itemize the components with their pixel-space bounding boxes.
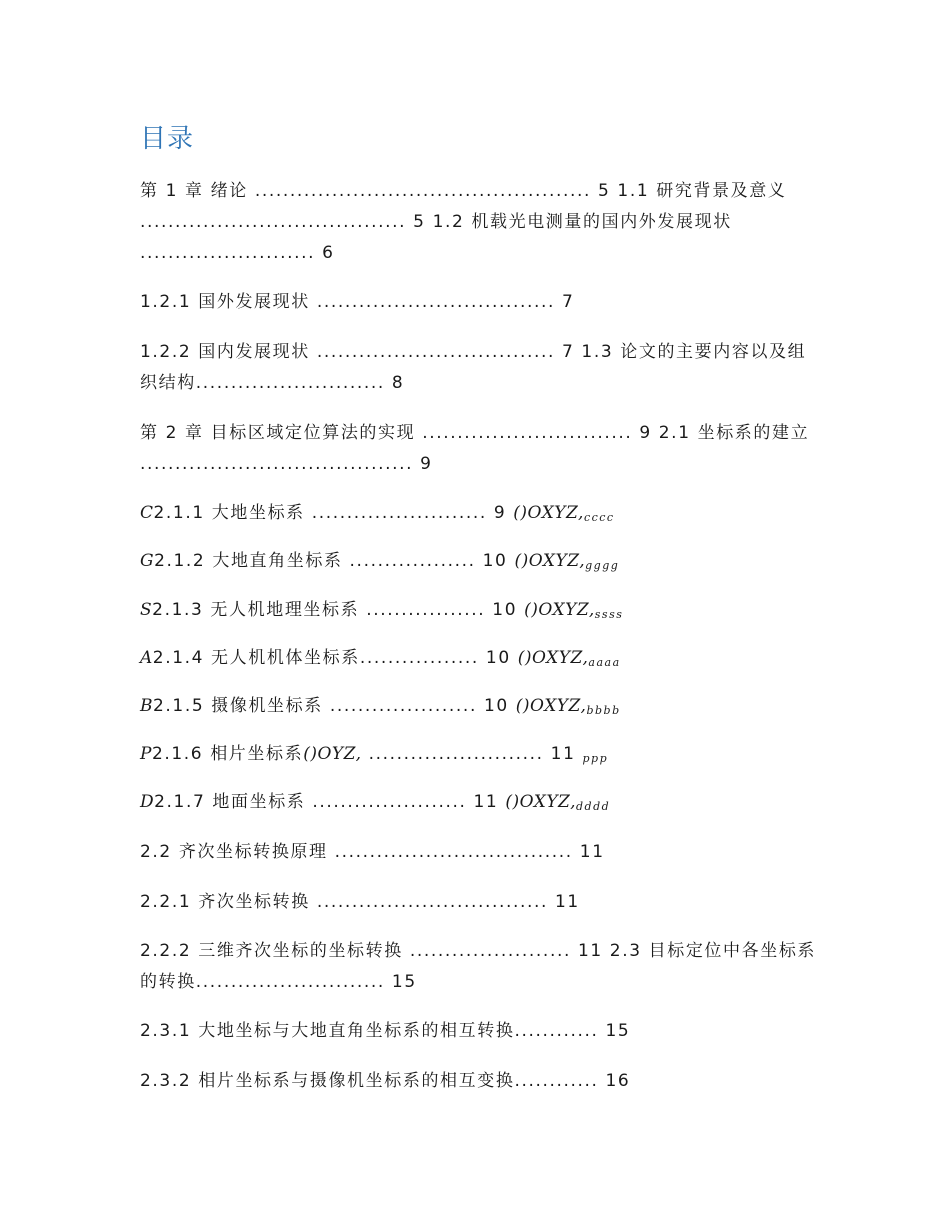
toc-entry-text: 2.1.3 无人机地理坐标系 ................. 10 [152,600,525,620]
math-subscript: aaaa [588,656,621,669]
toc-entry: 2.3.1 大地坐标与大地直角坐标系的相互转换............ 15 [140,1021,631,1041]
toc-entry: 2.3.2 相片坐标系与摄像机坐标系的相互变换............ 16 [140,1071,631,1091]
math-prefix: P [140,744,152,764]
toc-title: 目录 [140,124,195,154]
math-prefix: A [140,648,153,668]
math-subscript: cccc [583,511,615,524]
math-expression: ()OXYZ, [524,600,595,620]
math-prefix: D [140,792,155,812]
math-prefix: S [140,600,153,620]
math-subscript: ssss [594,608,624,621]
toc-entry: 1.2.1 国外发展现状 .................................. 7 [140,292,575,312]
math-prefix: B [140,696,153,716]
toc-entry: 2.2.2 三维齐次坐标的坐标转换 ....................... 11 2.3 目标定位中各坐标系的转换........................... 15 [140,941,817,992]
math-expression: ()OXYZ, [505,792,576,812]
math-expression: ()OXYZ, [515,696,587,716]
math-expression: ()OXYZ, [514,551,586,571]
toc-entry [140,739,820,774]
toc-entry: 第 2 章 目标区域定位算法的实现 .............................. 9 2.1 坐标系的建立 ....................................... 9 [140,423,810,474]
toc-entry-text: 2.1.4 无人机机体坐标系................. 10 [152,648,518,668]
math-subscript: dddd [575,800,611,813]
toc-entry: 2.2 齐次坐标转换原理 .................................. 11 [140,842,605,862]
toc-entry-text: 2.1.1 大地坐标系 ......................... 9 [153,503,514,523]
toc-entry [140,546,820,581]
toc-entry: 1.2.2 国内发展现状 .................................. 7 1.3 论文的主要内容以及组织结构........................... 8 [140,342,807,393]
math-expression: ()OYZ, [303,744,362,764]
math-prefix: C [140,503,154,523]
math-expression: ()OXYZ, [517,648,589,668]
toc-entry-tail: ......................... 11 [361,744,583,764]
toc-entry-text: 2.1.6 相片坐标系 [151,744,304,764]
math-prefix: G [140,551,155,571]
math-subscript: gggg [585,559,620,572]
math-subscript: ppp [582,752,609,765]
toc-entry-text: 2.1.2 大地直角坐标系 .................. 10 [154,551,515,571]
toc-entry: 第 1 章 绪论 ................................................ 5 1.1 研究背景及意义 ...................................... 5 1.2 机载光电测量的国内外发展现状 ......................... 6 [140,181,787,263]
toc-entry [140,498,820,533]
toc-entry [140,691,820,726]
toc-entry-text: 2.1.7 地面坐标系 ...................... 11 [154,792,506,812]
toc-entry-text: 2.1.5 摄像机坐标系 ..................... 10 [153,696,516,716]
toc-entry: 2.2.1 齐次坐标转换 ................................. 11 [140,892,580,912]
math-subscript: bbbb [586,704,621,717]
toc-entry [140,643,820,678]
toc-entry [140,787,820,822]
toc-entry [140,595,820,630]
math-expression: ()OXYZ, [513,503,584,523]
